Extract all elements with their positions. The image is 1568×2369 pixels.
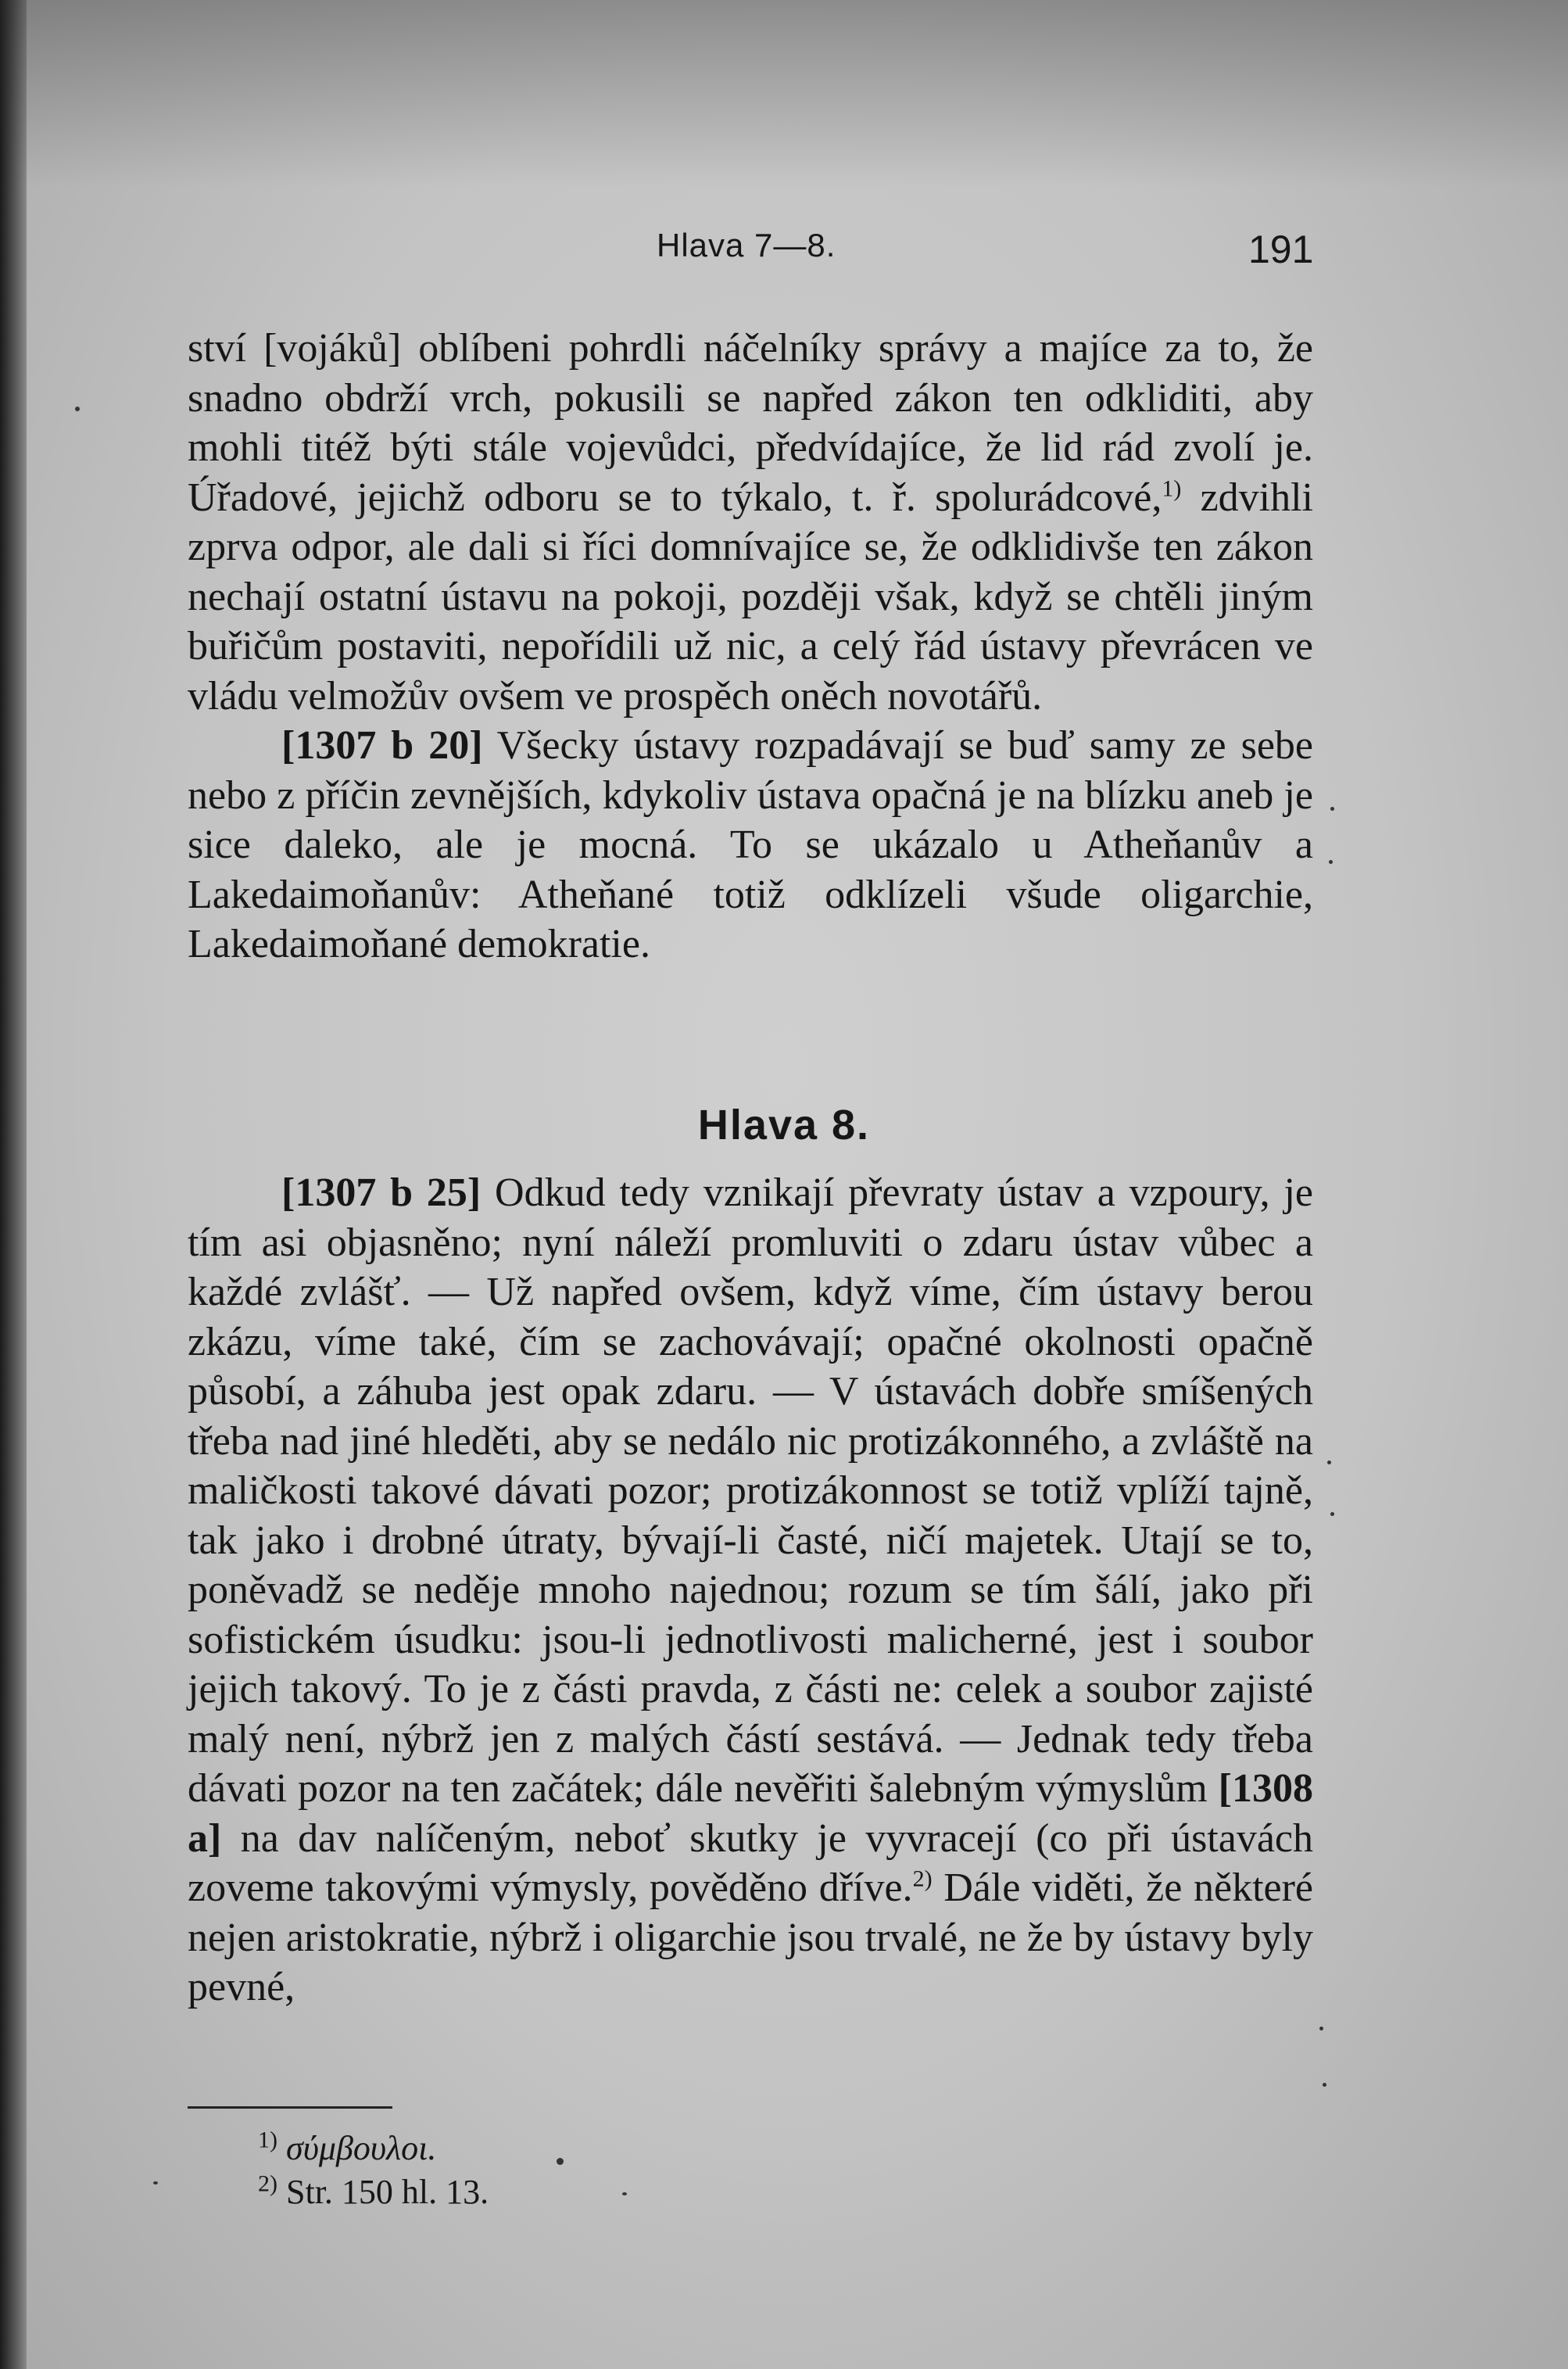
chapter-heading: Hlava 8. <box>697 1102 871 1149</box>
footnote-2-mark: 2) <box>258 2170 277 2197</box>
scan-speck <box>622 2192 627 2195</box>
running-title: Hlava 7—8. <box>657 227 836 263</box>
scan-speck <box>1330 807 1334 811</box>
scan-speck <box>1319 2027 1323 2030</box>
paragraph-text: na dav nalíčeným, neboť skutky je vyvracejí (co při ústavách zoveme takovými výmysly, pověděno dříve. <box>188 1815 1313 1910</box>
paragraph-text: Odkud tedy vznikají převraty ústav a vzpoury, je tím asi objasněno; nyní náleží promluviti o zdaru ústav vůbec a každé zvlášť. — Už napřed ovšem, když víme, čím ústavy berou zkázu, víme také, čím se zachovávají; opačné okolnosti opačně působí, a záhuba jest opak zdaru. — V ústavách dobře smíšených třeba nad jiné hleděti, aby se nedálo nic protizákonného, a zvláště na maličkosti takové dávati pozor; protizákonnost se totiž vplíží tajně, tak jako i drobné útraty, bývají-li časté, ničí majetek. Utají se to, poněvadž se neděje mnoho najednou; rozum se tím šálí, jako při sofistickém úsudku: jsou-li jednotlivosti malicherné, jest i soubor jejich takový. To je z části pravda, z části ne: celek a soubor zajisté malý není, nýbrž jen z malých částí sestává. — Jednak tedy třeba dávati pozor na ten začátek; dále nevěřiti šalebným výmyslům <box>188 1170 1313 1811</box>
paragraph-text: Všecky ústavy rozpadávají se buď samy ze sebe nebo z příčin zevnějších, kdykoliv ústava opačná je na blízku aneb je sice daleko, ale je mocná. To se ukázalo u Atheňanův a Lakedaimoňanův: Atheňané totiž odklízeli všude oligarchie, Lakedaimoňané demokratie. <box>188 723 1313 966</box>
footnote-divider <box>188 2106 392 2109</box>
text-block-chapter-7 <box>188 324 1313 969</box>
paragraph-continuation <box>188 324 1313 721</box>
page-gutter-shadow <box>0 0 27 2369</box>
scan-speck <box>1330 1512 1334 1516</box>
footnote-1 <box>258 2127 489 2170</box>
footnote-2-text: Str. 150 hl. 13. <box>286 2173 489 2211</box>
text-block-chapter-8 <box>188 1168 1313 2012</box>
page-number: 191 <box>1248 228 1314 271</box>
scan-speck <box>1329 860 1333 864</box>
paragraph-1307b20 <box>188 721 1313 969</box>
footnote-1-text: σύμβουλοι. <box>286 2129 437 2167</box>
top-scan-shade <box>0 0 1568 188</box>
footnote-marker-1: 1) <box>1162 475 1182 502</box>
paragraph-text: Dále viděti, že některé nejen aristokratie, nýbrž i oligarchie jsou trvalé, ne že by ústavy byly pevné, <box>188 1865 1313 2009</box>
bekker-reference: [1307 b 20] <box>281 723 483 768</box>
bekker-reference: [1307 b 25] <box>281 1170 481 1215</box>
footnotes <box>258 2127 489 2214</box>
scan-speck <box>75 407 80 411</box>
paragraph-1307b25 <box>188 1168 1313 2012</box>
bekker-reference: [1308 a] <box>188 1766 1313 1861</box>
paragraph-text: ství [vojáků] oblíbeni pohrdli náčelníky správy a majíce za to, že snadno obdrží vrch, pokusili se napřed zákon ten odkliditi, aby mohli titéž býti stále vojevůdci, předvídajíce, že lid rád zvolí je. Úřadové, jejichž odboru se to týkalo, t. ř. spolurádcové, <box>188 326 1313 520</box>
footnote-marker-2: 2) <box>912 1865 933 1892</box>
scan-speck <box>557 2158 564 2165</box>
footnote-2 <box>258 2170 489 2214</box>
scan-speck <box>1323 2083 1326 2087</box>
scan-speck <box>153 2181 158 2184</box>
scan-speck <box>1327 1460 1331 1464</box>
paragraph-text: zdvihli zprva odpor, ale dali si říci domnívajíce se, že odklidivše ten zákon nechají ostatní ústavu na pokoji, později však, když se chtěli jiným buřičům postaviti, nepořídili už nic, a celý řád ústavy převrácen ve vládu velmožův ovšem ve prospěch oněch novotářů. <box>188 475 1314 719</box>
footnote-1-mark: 1) <box>258 2127 277 2153</box>
